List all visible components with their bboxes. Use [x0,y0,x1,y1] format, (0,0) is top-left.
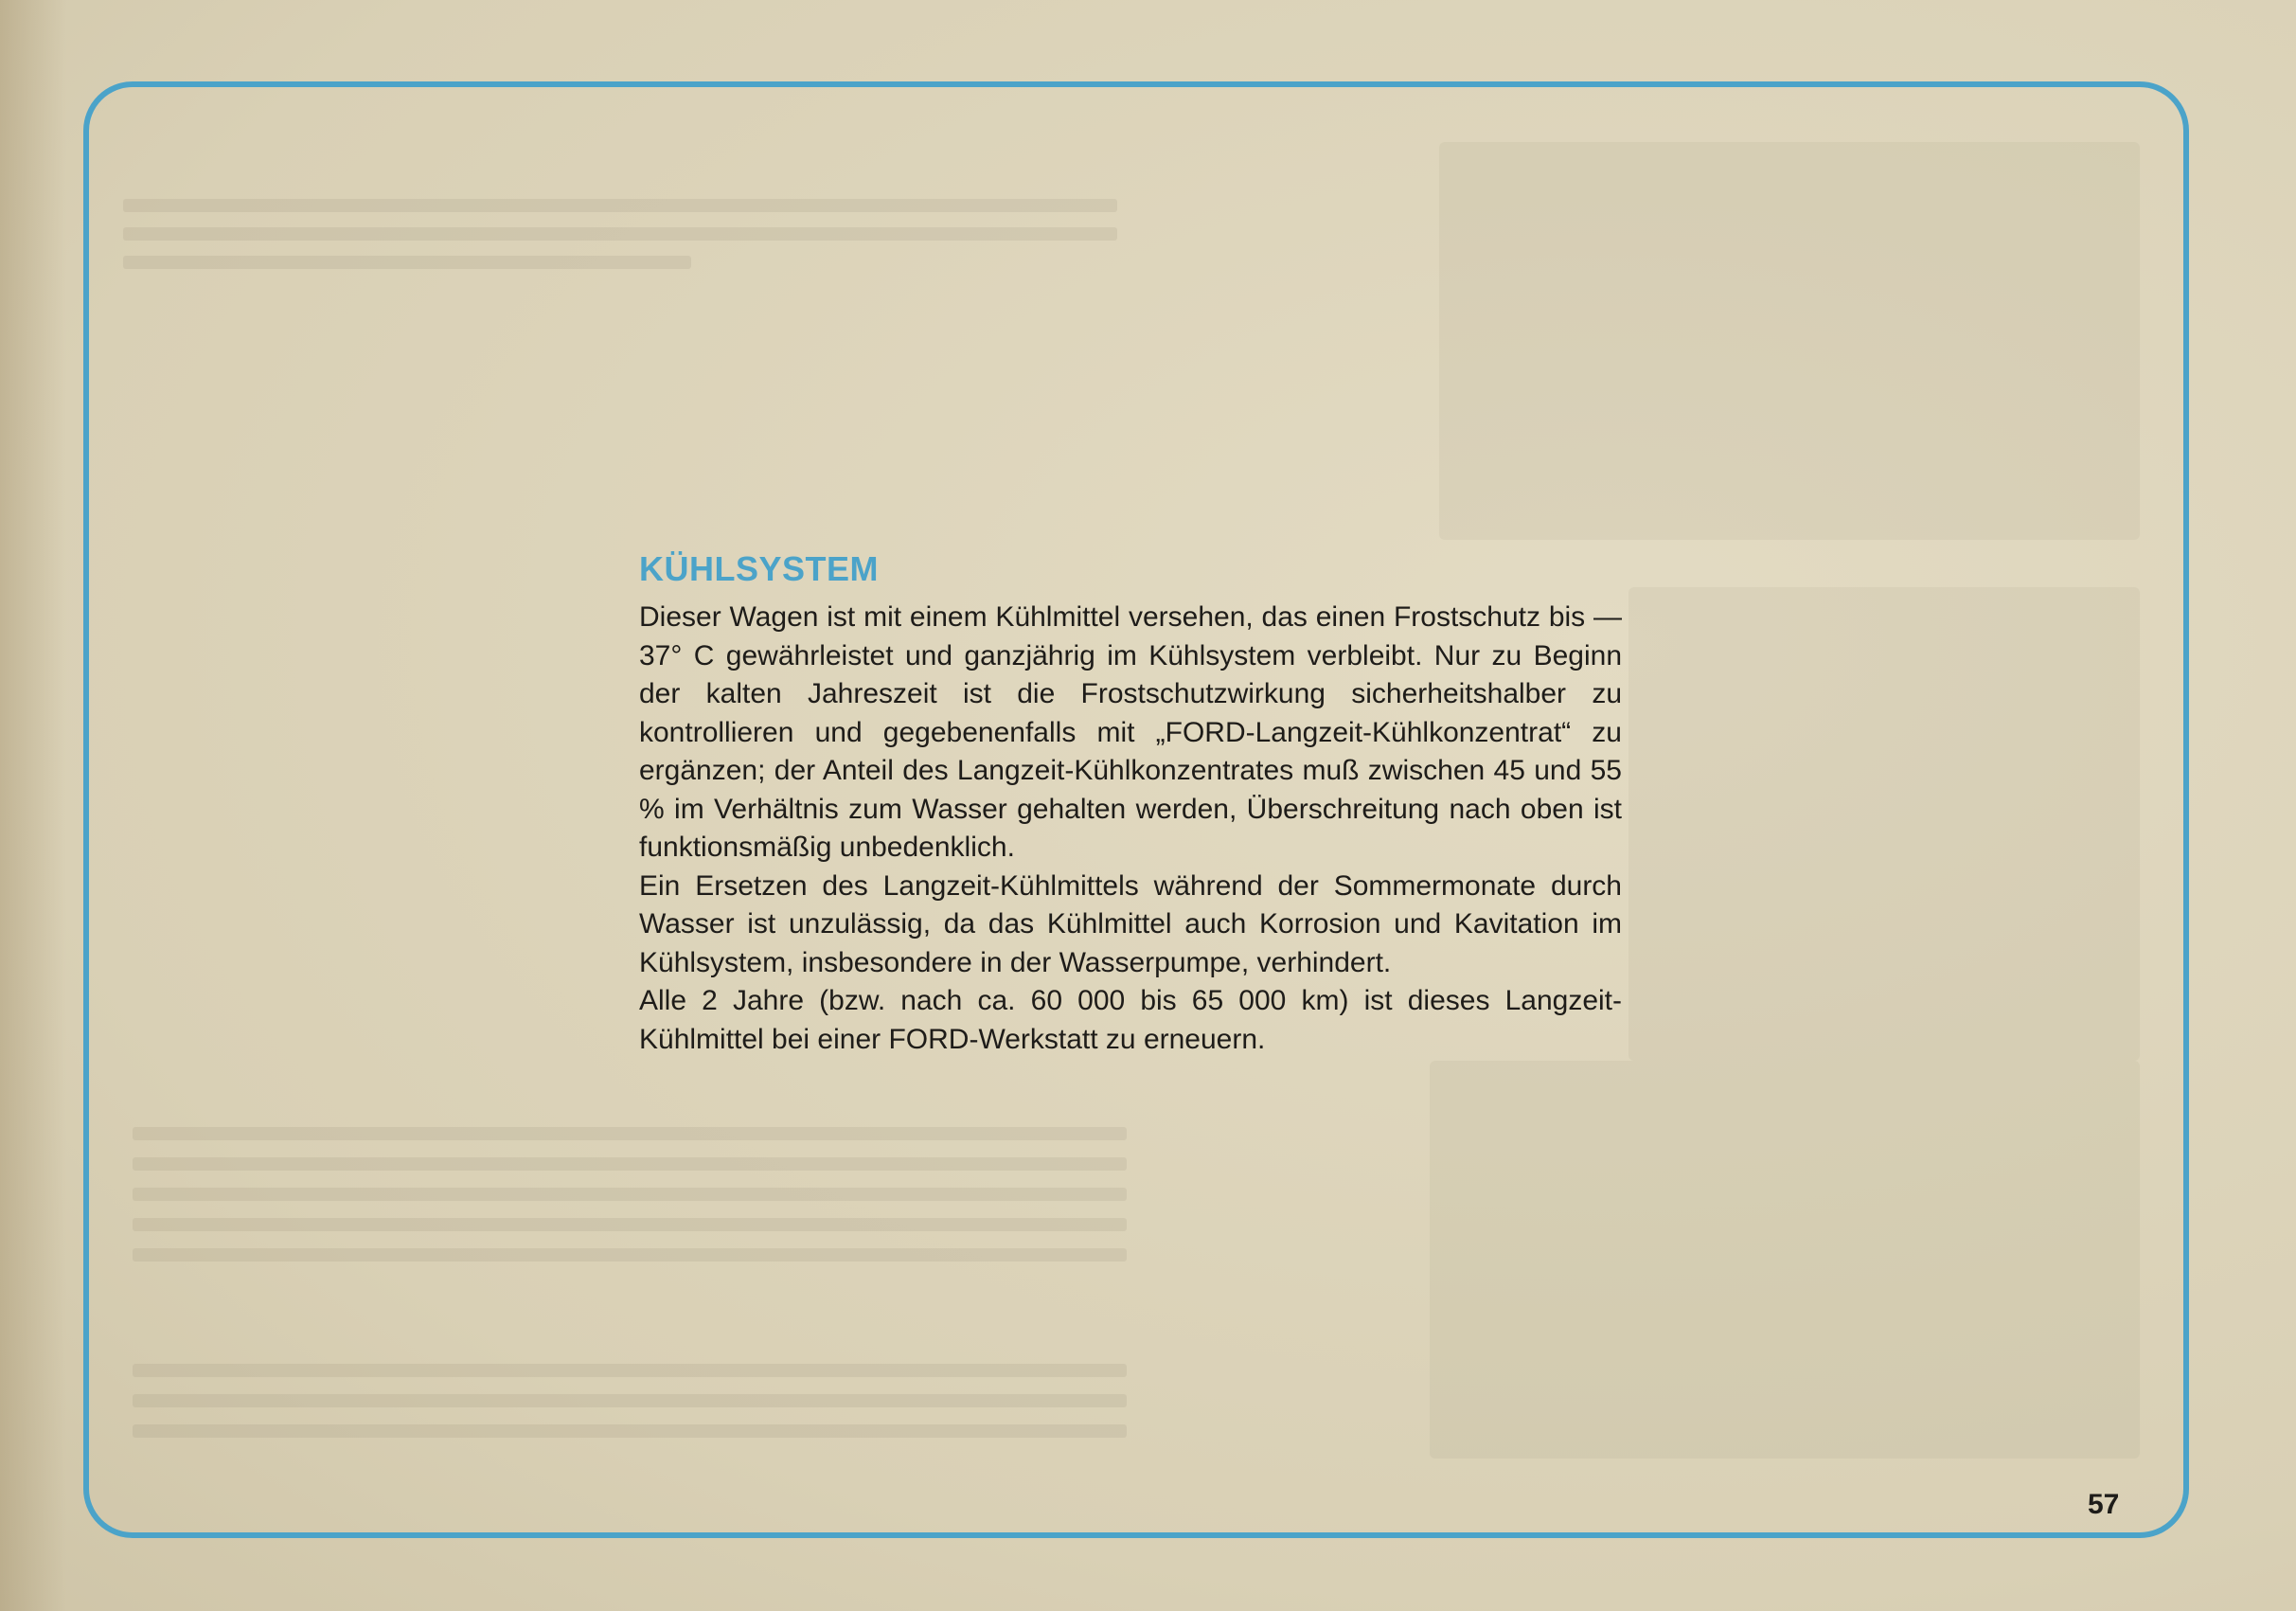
cooling-system-section [639,549,1622,1059]
body-paragraph: Ein Ersetzen des Langzeit-Kühlmittels während der Sommermonate durch Wasser ist unzulässig, da das Kühlmittel auch Korrosion und Kavitation im Kühlsystem, insbesondere in der Wasserpumpe, verhindert. [639,869,1622,978]
body-paragraph: Dieser Wagen ist mit einem Kühlmittel versehen, das einen Frostschutz bis —37° C gewährleistet und ganzjährig im Kühlsystem verbleibt. Nur zu Beginn der kalten Jahreszeit ist die Frostschutzwirkung sicherheitshalber zu kontrollieren und gegebenenfalls mit „FORD-Langzeit-Kühlkonzentrat“ zu ergänzen; der Anteil des Langzeit-Kühlkonzentrates muß zwischen 45 und 55 % im Verhältnis zum Wasser gehalten werden, Überschreitung nach oben ist funktionsmäßig unbedenklich. [639,601,1622,863]
page-number: 57 [2088,1489,2120,1520]
body-paragraph: Alle 2 Jahre (bzw. nach ca. 60 000 bis 65 000 km) ist dieses Langzeit-Kühlmittel bei einer FORD-Werkstatt zu erneuern. [639,985,1622,1055]
section-title: KÜHLSYSTEM [639,549,880,588]
